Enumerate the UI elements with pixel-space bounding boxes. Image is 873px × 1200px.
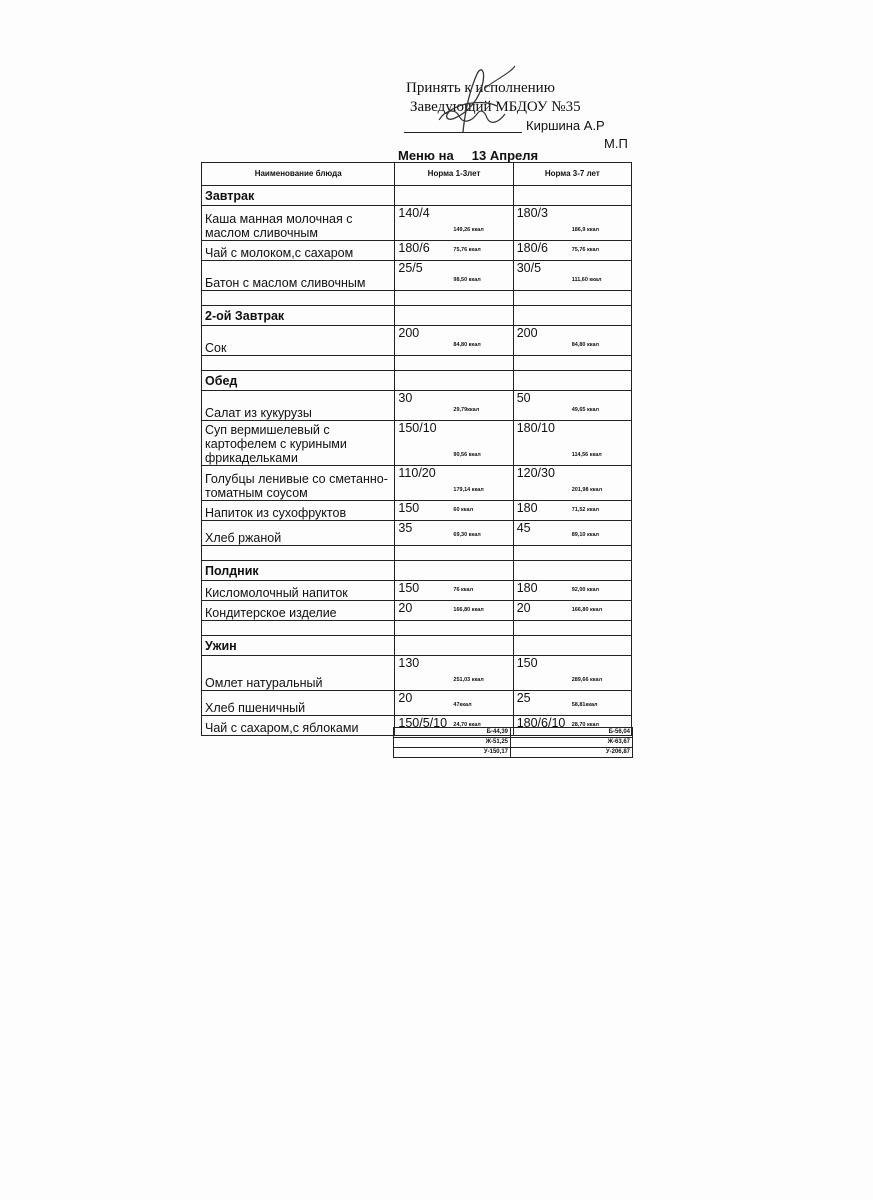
portion-size: 20 <box>398 601 413 615</box>
portion-cell-norm-3-7 <box>513 466 631 501</box>
calories: 201,98 ккал <box>571 487 603 493</box>
nutrition-totals <box>393 727 633 758</box>
table-row <box>202 501 632 521</box>
portion-size: 200 <box>516 326 538 340</box>
portion-cell-norm-1-3 <box>395 261 513 291</box>
empty-cell <box>202 291 395 306</box>
portion-size: 150 <box>516 656 538 670</box>
totals-row <box>394 748 633 758</box>
section-title: Завтрак <box>202 186 395 206</box>
portion-size: 140/4 <box>398 206 430 220</box>
header-norm-3-7: Норма 3-7 лет <box>513 163 631 186</box>
portion-size: 180 <box>516 501 538 515</box>
empty-cell <box>395 546 513 561</box>
calories: 186,9 ккал <box>571 227 600 233</box>
total-norm-3-7: Ж-63,67 <box>511 738 633 748</box>
portion-size: 180/10 <box>516 421 555 435</box>
table-row <box>202 601 632 621</box>
dish-name: Суп вермишелевый с картофелем с куриными фрикадельками <box>202 421 395 466</box>
dish-name: Кисломолочный напиток <box>202 581 395 601</box>
dish-name: Хлеб ржаной <box>202 521 395 546</box>
portion-cell-norm-1-3 <box>395 421 513 466</box>
director-name: Киршина А.Р <box>526 118 605 133</box>
calories: 98,50 ккал <box>453 277 481 283</box>
position-line: Заведующий МБДОУ №35 <box>410 99 581 115</box>
total-norm-1-3: Б-44,39 <box>394 728 511 738</box>
dish-name: Батон с маслом сливочным <box>202 261 395 291</box>
section-row <box>202 636 632 656</box>
portion-size: 50 <box>516 391 531 405</box>
portion-cell-norm-3-7 <box>513 391 631 421</box>
portion-size: 180/3 <box>516 206 548 220</box>
portion-cell-norm-3-7 <box>513 581 631 601</box>
table-row <box>202 326 632 356</box>
empty-cell <box>395 306 513 326</box>
portion-size: 150/5/10 <box>398 716 448 730</box>
dish-name: Хлеб пшеничный <box>202 691 395 716</box>
portion-cell-norm-1-3 <box>395 391 513 421</box>
portion-cell-norm-1-3 <box>395 601 513 621</box>
portion-cell-norm-3-7 <box>513 656 631 691</box>
header-dish-name: Наименование блюда <box>202 163 395 186</box>
calories: 166,80 ккал <box>571 607 603 613</box>
portion-cell-norm-3-7 <box>513 691 631 716</box>
calories: 71,52 ккал <box>571 507 600 513</box>
calories: 47ккал <box>453 702 472 708</box>
empty-cell <box>513 546 631 561</box>
spacer-row <box>202 621 632 636</box>
section-title: Ужин <box>202 636 395 656</box>
empty-cell <box>513 371 631 391</box>
calories: 166,80 ккал <box>453 607 484 613</box>
empty-cell <box>395 621 513 636</box>
dish-name: Салат из кукурузы <box>202 391 395 421</box>
empty-cell <box>513 186 631 206</box>
portion-cell-norm-1-3 <box>395 501 513 521</box>
calories: 89,10 ккал <box>571 532 600 538</box>
calories: 289,66 ккал <box>571 677 603 683</box>
total-norm-3-7: У-206,87 <box>511 748 633 758</box>
totals-row <box>394 728 633 738</box>
totals-row <box>394 738 633 748</box>
dish-name: Чай с сахаром,с яблоками <box>202 716 395 736</box>
total-norm-1-3: У-150,17 <box>394 748 511 758</box>
empty-cell <box>513 636 631 656</box>
portion-size: 180/6/10 <box>516 716 566 730</box>
dish-name: Омлет натуральный <box>202 656 395 691</box>
empty-cell <box>513 291 631 306</box>
portion-cell-norm-1-3 <box>395 691 513 716</box>
section-title: Полдник <box>202 561 395 581</box>
empty-cell <box>513 561 631 581</box>
section-row <box>202 306 632 326</box>
calories: 149,26 ккал <box>453 227 484 233</box>
dish-name: Каша манная молочная с маслом сливочным <box>202 206 395 241</box>
portion-size: 130 <box>398 656 420 670</box>
calories: 60 ккал <box>453 507 474 513</box>
dish-name: Напиток из сухофруктов <box>202 501 395 521</box>
portion-cell-norm-1-3 <box>395 206 513 241</box>
portion-size: 200 <box>398 326 420 340</box>
empty-cell <box>395 636 513 656</box>
portion-cell-norm-3-7 <box>513 521 631 546</box>
empty-cell <box>395 561 513 581</box>
empty-cell <box>513 356 631 371</box>
calories: 111,60 ккал <box>571 277 602 283</box>
calories: 28,70 ккал <box>571 722 600 728</box>
portion-size: 35 <box>398 521 413 535</box>
portion-size: 180/6 <box>398 241 430 255</box>
portion-size: 150/10 <box>398 421 437 435</box>
portion-cell-norm-3-7 <box>513 206 631 241</box>
total-norm-1-3: Ж-51,25 <box>394 738 511 748</box>
table-row <box>202 421 632 466</box>
dish-name: Кондитерское изделие <box>202 601 395 621</box>
dish-name: Сок <box>202 326 395 356</box>
calories: 69,30 ккал <box>453 532 481 538</box>
menu-table <box>201 162 632 736</box>
calories: 92,00 ккал <box>571 587 600 593</box>
table-row <box>202 521 632 546</box>
section-row <box>202 186 632 206</box>
portion-cell-norm-1-3 <box>395 656 513 691</box>
spacer-row <box>202 291 632 306</box>
section-title: 2-ой Завтрак <box>202 306 395 326</box>
portion-size: 120/30 <box>516 466 555 480</box>
portion-size: 30/5 <box>516 261 542 275</box>
table-row <box>202 391 632 421</box>
calories: 251,03 ккал <box>453 677 484 683</box>
calories: 90,56 ккал <box>453 452 481 458</box>
empty-cell <box>202 356 395 371</box>
table-row <box>202 656 632 691</box>
calories: 29,79ккал <box>453 407 480 413</box>
portion-size: 150 <box>398 581 420 595</box>
section-row <box>202 371 632 391</box>
calories: 49,65 ккал <box>571 407 600 413</box>
portion-size: 20 <box>398 691 413 705</box>
calories: 179,14 ккал <box>453 487 484 493</box>
total-norm-3-7: Б-56,04 <box>511 728 633 738</box>
table-row <box>202 581 632 601</box>
table-row <box>202 466 632 501</box>
portion-size: 20 <box>516 601 531 615</box>
empty-cell <box>395 291 513 306</box>
portion-size: 25 <box>516 691 531 705</box>
empty-cell <box>395 356 513 371</box>
portion-cell-norm-1-3 <box>395 581 513 601</box>
table-row <box>202 206 632 241</box>
spacer-row <box>202 546 632 561</box>
portion-size: 30 <box>398 391 413 405</box>
calories: 84,80 ккал <box>571 342 600 348</box>
portion-size: 25/5 <box>398 261 423 275</box>
calories: 84,80 ккал <box>453 342 481 348</box>
section-row <box>202 561 632 581</box>
table-row <box>202 261 632 291</box>
portion-cell-norm-1-3 <box>395 326 513 356</box>
handwritten-signature <box>425 62 525 140</box>
empty-cell <box>395 371 513 391</box>
calories: 75,76 ккал <box>453 247 481 253</box>
table-header-row <box>202 163 632 186</box>
table-row <box>202 691 632 716</box>
portion-size: 180 <box>516 581 538 595</box>
calories: 114,56 ккал <box>571 452 602 458</box>
stamp-mark: М.П <box>604 136 628 151</box>
portion-cell-norm-3-7 <box>513 601 631 621</box>
portion-size: 180/6 <box>516 241 548 255</box>
show-through-text <box>640 40 700 720</box>
portion-cell-norm-1-3 <box>395 466 513 501</box>
section-title: Обед <box>202 371 395 391</box>
approval-line: Принять к исполнению <box>406 80 555 96</box>
header-norm-1-3: Норма 1-3лет <box>395 163 513 186</box>
table-row <box>202 241 632 261</box>
portion-cell-norm-3-7 <box>513 261 631 291</box>
empty-cell <box>513 621 631 636</box>
portion-cell-norm-3-7 <box>513 421 631 466</box>
portion-size: 150 <box>398 501 420 515</box>
portion-cell-norm-3-7 <box>513 501 631 521</box>
empty-cell <box>395 186 513 206</box>
calories: 58,81ккал <box>571 702 598 708</box>
calories: 75,76 ккал <box>571 247 600 253</box>
dish-name: Чай с молоком,с сахаром <box>202 241 395 261</box>
portion-cell-norm-3-7 <box>513 241 631 261</box>
menu-title: Меню на 13 Апреля <box>398 148 539 163</box>
empty-cell <box>513 306 631 326</box>
calories: 24,70 ккал <box>453 722 481 728</box>
portion-size: 110/20 <box>398 466 436 480</box>
empty-cell <box>202 621 395 636</box>
calories: 76 ккал <box>453 587 474 593</box>
empty-cell <box>202 546 395 561</box>
portion-cell-norm-1-3 <box>395 241 513 261</box>
portion-cell-norm-1-3 <box>395 521 513 546</box>
portion-size: 45 <box>516 521 531 535</box>
spacer-row <box>202 356 632 371</box>
portion-cell-norm-3-7 <box>513 326 631 356</box>
dish-name: Голубцы ленивые со сметанно-томатным соусом <box>202 466 395 501</box>
